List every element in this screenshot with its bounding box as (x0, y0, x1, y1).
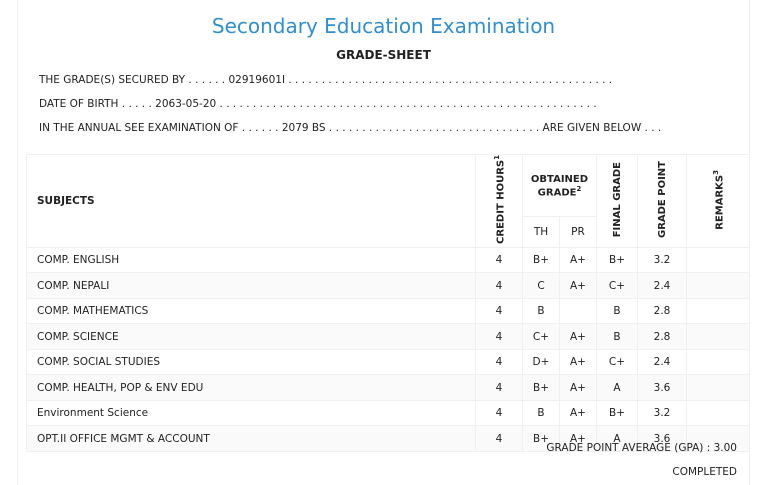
grade-point: 3.2 (638, 400, 687, 426)
gpa-summary: GRADE POINT AVERAGE (GPA) : 3.00 (546, 442, 737, 454)
symbol-number: 02919601I (228, 74, 286, 86)
remarks (687, 324, 750, 350)
practical-grade: A+ (560, 273, 597, 299)
theory-grade: B+ (523, 247, 560, 273)
exam-label: IN THE ANNUAL SEE EXAMINATION OF . . . . . . (39, 122, 282, 134)
subject-name: COMP. NEPALI (27, 273, 476, 299)
final-grade-label: FINAL GRADE (611, 161, 623, 238)
dob-value: 2063-05-20 (155, 98, 217, 110)
credit-hours: 4 (476, 349, 523, 375)
dob-line (39, 98, 597, 110)
final-grade: B (597, 298, 638, 324)
footnote-3: 3 (711, 169, 720, 175)
obtained-grade-header (523, 155, 597, 217)
obtained-label: OBTAINED (530, 173, 589, 185)
theory-header: TH (523, 217, 560, 248)
table-row (27, 298, 750, 324)
subject-name: COMP. MATHEMATICS (27, 298, 476, 324)
dots: . . . . . . . . . . . . . . . . . . . . . . . . . . . . . . . . . . . . . . . . . . . . . . . . . (285, 74, 613, 86)
exam-line-end: ARE GIVEN BELOW . . . (542, 122, 662, 134)
theory-grade: B+ (523, 375, 560, 401)
practical-grade: A+ (560, 349, 597, 375)
table-row (27, 273, 750, 299)
practical-grade: A+ (560, 426, 597, 452)
theory-grade: B+ (523, 426, 560, 452)
grade-point: 2.8 (638, 298, 687, 324)
final-grade: B+ (597, 400, 638, 426)
remarks (687, 400, 750, 426)
remarks-header (687, 155, 750, 248)
subject-name: COMP. HEALTH, POP & ENV EDU (27, 375, 476, 401)
final-grade: C+ (597, 349, 638, 375)
subject-name: COMP. SOCIAL STUDIES (27, 349, 476, 375)
grade-point: 2.4 (638, 273, 687, 299)
grade-point: 2.4 (638, 349, 687, 375)
subject-name: OPT.II OFFICE MGMT & ACCOUNT (27, 426, 476, 452)
remarks (687, 247, 750, 273)
credit-hours: 4 (476, 426, 523, 452)
exam-year: 2079 BS (281, 122, 326, 134)
dots: . . . . . . . . . . . . . . . . . . . . . . . . . . . . . . . . (325, 122, 543, 134)
practical-grade (560, 298, 597, 324)
table-row (27, 375, 750, 401)
credit-hours-label: CREDIT HOURS (495, 159, 507, 244)
theory-grade: D+ (523, 349, 560, 375)
grade-point: 3.2 (638, 247, 687, 273)
subjects-header: SUBJECTS (27, 155, 476, 248)
footnote-2: 2 (576, 184, 582, 193)
subject-name: COMP. ENGLISH (27, 247, 476, 273)
final-grade: A (597, 426, 638, 452)
dob-label: DATE OF BIRTH . . . . . (39, 98, 156, 110)
remarks (687, 273, 750, 299)
remarks (687, 375, 750, 401)
remarks-label: REMARKS (714, 174, 726, 230)
practical-grade: A+ (560, 324, 597, 350)
table-row (27, 247, 750, 273)
subject-name: Environment Science (27, 400, 476, 426)
practical-header: PR (560, 217, 597, 248)
credit-hours: 4 (476, 247, 523, 273)
grade-point-header (638, 155, 687, 248)
table-row (27, 324, 750, 350)
grades-table (26, 154, 750, 452)
secured-by-line (39, 74, 612, 86)
credit-hours: 4 (476, 273, 523, 299)
practical-grade: A+ (560, 375, 597, 401)
grade-sheet-heading: GRADE-SHEET (336, 48, 431, 62)
secured-by-label: THE GRADE(S) SECURED BY . . . . . . (39, 74, 229, 86)
subject-name: COMP. SCIENCE (27, 324, 476, 350)
grade-point-label: GRADE POINT (656, 160, 668, 238)
final-grade: C+ (597, 273, 638, 299)
exam-line (39, 122, 661, 134)
credit-hours: 4 (476, 324, 523, 350)
result-status: COMPLETED (672, 466, 737, 478)
practical-grade: A+ (560, 400, 597, 426)
table-row (27, 400, 750, 426)
credit-hours: 4 (476, 375, 523, 401)
theory-grade: B (523, 400, 560, 426)
final-grade-header (597, 155, 638, 248)
practical-grade: A+ (560, 247, 597, 273)
grade-point: 3.6 (638, 375, 687, 401)
theory-grade: C (523, 273, 560, 299)
credit-hours-header (476, 155, 523, 248)
grade-point: 3.6 (638, 426, 687, 452)
exam-title: Secondary Education Examination (211, 14, 556, 38)
grade-label: GRADE (537, 186, 577, 198)
theory-grade: B (523, 298, 560, 324)
credit-hours: 4 (476, 400, 523, 426)
grade-point: 2.8 (638, 324, 687, 350)
remarks (687, 298, 750, 324)
table-row (27, 349, 750, 375)
final-grade: B+ (597, 247, 638, 273)
footnote-1: 1 (492, 155, 501, 160)
theory-grade: C+ (523, 324, 560, 350)
dots: . . . . . . . . . . . . . . . . . . . . . . . . . . . . . . . . . . . . . . . . . . . . . . . . . . . . . . . . . (216, 98, 597, 110)
final-grade: A (597, 375, 638, 401)
remarks (687, 349, 750, 375)
final-grade: B (597, 324, 638, 350)
credit-hours: 4 (476, 298, 523, 324)
grade-sheet (17, 0, 750, 485)
